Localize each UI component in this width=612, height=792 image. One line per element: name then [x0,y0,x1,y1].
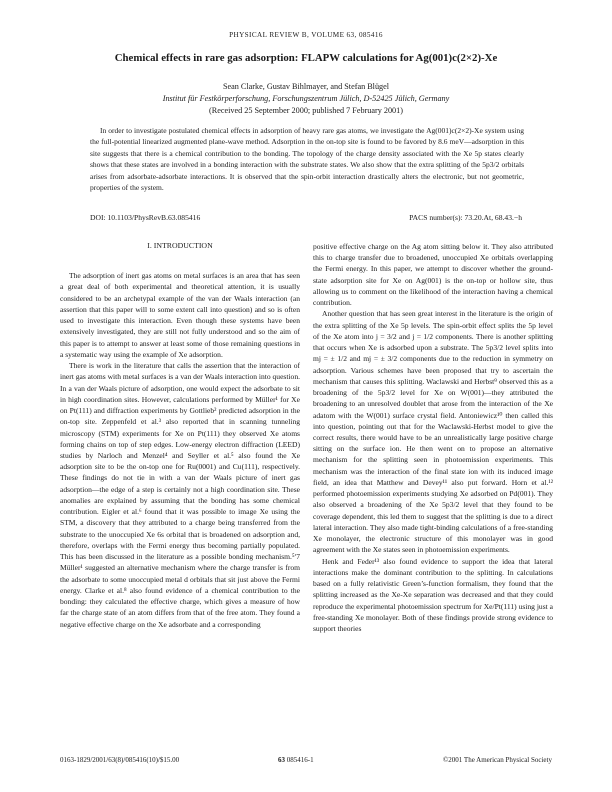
abstract: In order to investigate postulated chemical effects in adsorption of heavy rare gas atoms, we investigate the Ag(001)c(2×2)-Xe system using the full-potential linearized augmented plane-wave method. Adsorption in the on-top site is found to be favored by 8.6 meV—adsorption in this site suggests that there is a chemical contribution to the bonding. The topology of the charge density associated with the Xe 5p states clearly shows that these states are involved in a bonding interaction with the substrate states. We also show that the extra splitting of the 5p3/2 orbitals arises from adsorbate-adsorbate interactions. It is observed that the spin-orbit interaction drastically alters the electronic, but not geometric, properties of the system. [90,126,524,193]
affiliation: Institut für Festkörperforschung, Forschungszentrum Jülich, D-52425 Jülich, Germany [162,94,450,103]
pacs-numbers: PACS number(s): 73.20.At, 68.43.−h [409,213,522,222]
right-column [313,241,553,634]
left-column [60,240,300,630]
doi-link[interactable]: DOI: 10.1103/PhysRevB.63.085416 [90,213,201,222]
article-page: 085416-1 [286,756,314,764]
author-list: Sean Clarke, Gustav Bihlmayer, and Stefan Blügel [222,82,390,91]
body-paragraph: Another question that has seen great interest in the literature is the origin of the extra splitting of the Xe 5p levels. The spin-orbit effect splits the 5p level of the Xe atom into j = 3/2 and j = 1/2 components. There is another splitting that occurs when Xe is adsorbed upon a substrate. The 5p3/2 level splits into mj = ± 1/2 and mj = ± 3/2 components due to the reduction in symmetry on adsorption. Various schemes have been proposed that try to ascertain the mechanism that causes this splitting. Waclawski and Herbst⁹ observed this as a broadening of the 5p3/2 level for Xe on W(001)—they attributed the broadening to an unresolved doublet that arose from the interaction of the Xe adatom with the W(001) surface crystal field. Antoniewicz¹⁰ then called this into question, pointing out that for the Waclawski-Herbst model to give the correct results, there would have to be an unrealistically large positive charge sitting on the surface ion. He then went on to propose an alternative mechanism for the splitting seen in photoemission experiments. This mechanism was the interaction of the final state ion with its induced image field, an idea that Matthew and Devey¹¹ also put forward. Horn et al.¹² performed photoemission experiments studying Xe adsorbed on Pd(001). They also observed a broadening of the Xe 5p3/2 level that they found to be coverage dependent, this led them to suggest that the splitting is due to a direct lateral interaction. They also made tight-binding calculations of a free-standing Xe monolayer, the electronic structure of this monolayer was in good agreement with the Xe states seen in photoemission experiments. [313,309,553,555]
body-paragraph: There is work in the literature that calls the assertion that the interaction of inert gas atoms with metal surfaces is a van der Waals interaction into question. In a van der Waals picture of adsorption, one would expect the adsorbate to sit in high coordination sites. However, calculations performed by Müller¹ for Xe on Pt(111) and diffraction experiments by Gottlieb² predicted adsorption in the on-top site. Zeppenfeld et al.³ also reported that in scanning tunneling microscopy (STM) experiments for Xe on Pt(111) they observed Xe atoms forming chains on top of step edges. Low-energy electron diffraction (LEED) studies by Narloch and Menzel⁴ and Seyller et al.⁵ also found the Xe adsorption site to be the on-top one for Ru(0001) and Cu(111), respectively. These findings do not tie in with a van der Waals picture of inert gas adsorption—the edge of a step is certainly not a high coordination site. These anomalies are explained by assuming that the bonding has some chemical contribution. Eigler et al.⁶ found that it was possible to image Xe using the STM, a discovery that they attributed to a charge being transferred from the substrate to the unoccupied Xe 6s orbital that is broadened on adsorption and, therefore, overlaps with the Fermi energy thus becoming partially populated. This has been discussed in the literature as a possible bonding mechanism.⁵ʹ7 Müller¹ suggested an alternative mechanism where the charge transfer is from the adsorbate to some unoccupied metal d orbitals that sit just above the Fermi energy. Clarke et al.⁸ also found evidence of a chemical contribution to the bonding: they calculated the effective charge, which gives a measure of how far the charge state of an atom differs from that of the free atom. They found a negative effective charge on the Xe adsorbate and a corresponding [60,361,300,629]
received-dates: (Received 25 September 2000; published 7 February 2001) [209,106,403,115]
section-heading: I. INTRODUCTION [147,241,213,250]
copyright-notice: ©2001 The American Physical Society [442,756,552,764]
page-number [278,756,314,764]
body-paragraph: Henk and Feder¹³ also found evidence to support the idea that lateral interactions make the dominant contribution to the splitting. In calculations based on a fully relativistic Green’s-function formalism, they found that the splitting increased as the Xe-Xe separation was decreased and that they could reproduce the experimental photoemission spectrum for Xe/Pt(111) using just a free-standing Xe monolayer. Both of these findings provide strong evidence to support theories [313,556,553,633]
running-head: PHYSICAL REVIEW B, VOLUME 63, 085416 [229,31,383,39]
issn-code: 0163-1829/2001/63(8)/085416(10)/$15.00 [60,756,180,764]
paper-title: Chemical effects in rare gas adsorption: FLAPW calculations for Ag(001)c(2×2)-Xe [114,52,498,64]
body-paragraph: The adsorption of inert gas atoms on metal surfaces is an area that has seen a great deal of both experimental and theoretical attention, it is usually considered to be an archetypal example of the van der Waals interaction (an assertion that this paper will to some extent call into question) and so is often used to investigate this interaction. Even though these systems have been extensively investigated, they are still not fully understood and so the aim of this paper is to attempt to answer at least some of those remaining questions in a systematic way using the example of Xe adsorption. [60,271,300,359]
volume-number: 63 [278,756,285,764]
body-paragraph: positive effective charge on the Ag atom sitting below it. They also attributed this to charge transfer due to broadened, unoccupied Xe orbitals overlapping the Fermi energy. In this paper, we attempt to discover whether the ground-state adsorption site for Xe on Ag(001) is the on-top or hollow site, thus allowing us to comment on the likelihood of the interaction having a chemical contribution. [313,242,553,308]
